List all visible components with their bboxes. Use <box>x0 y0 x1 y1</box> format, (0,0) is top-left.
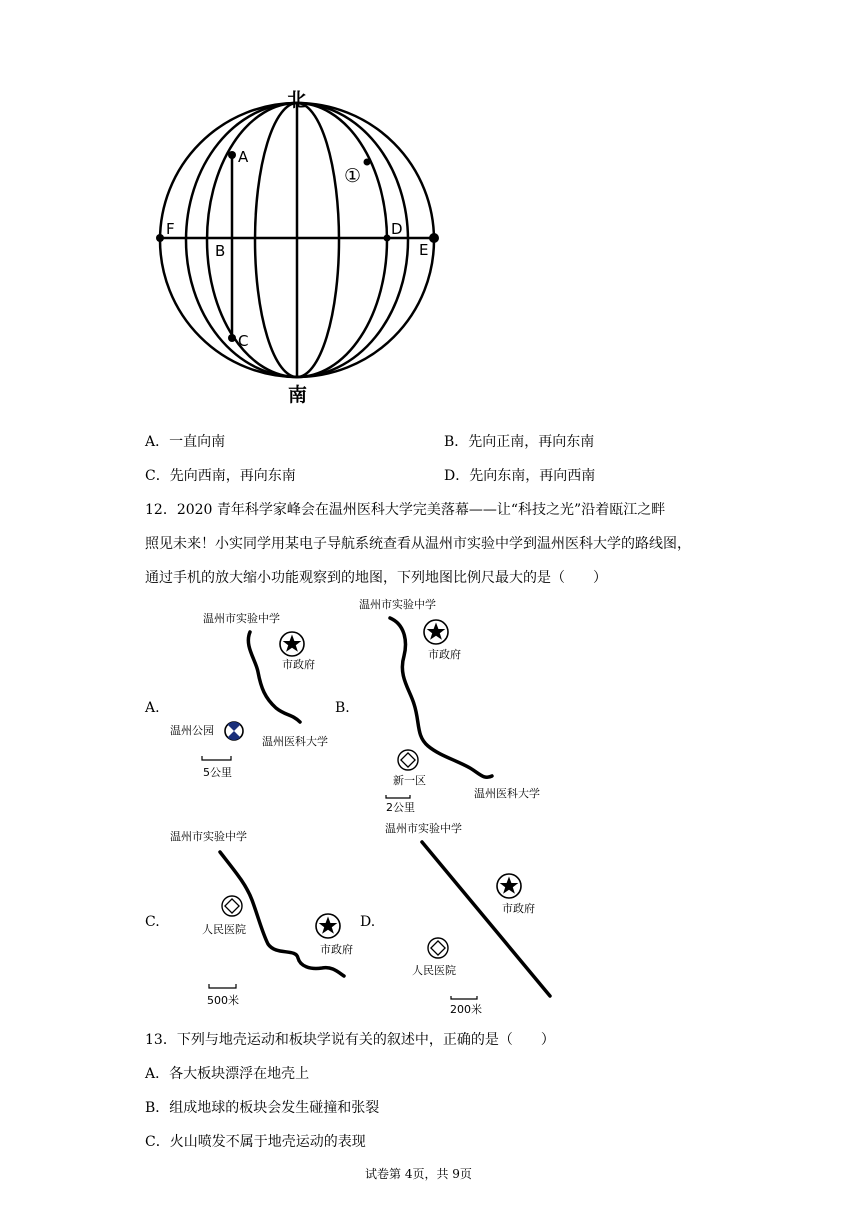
map-d-hospital-label: 人民医院 <box>412 964 456 977</box>
point-a-dot <box>228 151 236 159</box>
map-c-gov-icon <box>316 914 340 938</box>
map-b-gov-icon <box>424 620 448 644</box>
point-f-label: F <box>166 220 175 238</box>
q11-option-b: B．先向正南，再向东南 <box>444 434 595 450</box>
marker-1-label: ① <box>344 165 362 187</box>
point-a-label: A <box>238 148 249 166</box>
point-e-dot <box>429 233 439 243</box>
map-a <box>170 611 328 779</box>
map-d-hospital-icon <box>428 938 448 958</box>
map-a-scale-label: 5公里 <box>203 766 232 779</box>
q13-option-b: B．组成地球的板块会发生碰撞和张裂 <box>145 1100 380 1116</box>
north-label: 北 <box>287 89 307 111</box>
marker-1-dot <box>364 159 371 166</box>
map-c <box>170 829 353 1007</box>
map-c-scale-bar <box>209 984 236 988</box>
map-d <box>385 821 550 1016</box>
globe-diagram <box>150 85 450 410</box>
q12-line-1: 12．2020 青年科学家峰会在温州医科大学完美落幕——让“科技之光”沿着瓯江之畔 <box>145 502 666 518</box>
q13-option-c: C．火山喷发不属于地壳运动的表现 <box>145 1134 366 1150</box>
map-a-park-label: 温州公园 <box>170 724 214 737</box>
q11-option-a: A．一直向南 <box>145 434 226 450</box>
page-footer: 试卷第 4页，共 9页 <box>365 1167 472 1181</box>
q12-line-2: 照见未来！小实同学用某电子导航系统查看从温州市实验中学到温州医科大学的路线图， <box>145 536 691 552</box>
point-c-label: C <box>238 332 249 350</box>
point-c-dot <box>228 334 236 342</box>
q13-stem: 13．下列与地壳运动和板块学说有关的叙述中，正确的是（ ） <box>145 1032 555 1048</box>
point-e-label: E <box>419 241 429 259</box>
map-d-scale-bar <box>451 996 477 999</box>
map-b-scale-label: 2公里 <box>386 801 415 814</box>
point-d-label: D <box>391 220 403 238</box>
map-a-letter: A. <box>145 700 160 716</box>
map-a-start-label: 温州市实验中学 <box>203 612 280 625</box>
map-b-district-label: 新一区 <box>393 774 426 787</box>
q11-option-d: D．先向东南，再向西南 <box>444 468 596 484</box>
map-c-letter: C. <box>145 914 160 930</box>
q11-option-c: C．先向西南，再向东南 <box>145 468 296 484</box>
map-a-gov-label: 市政府 <box>282 658 315 671</box>
q12-line-3: 通过手机的放大缩小功能观察到的地图，下列地图比例尺最大的是（ ） <box>145 570 607 586</box>
map-d-gov-label: 市政府 <box>502 902 535 915</box>
point-f-dot <box>156 234 164 242</box>
map-a-end-label: 温州医科大学 <box>262 735 328 748</box>
map-b-letter: B. <box>335 700 350 716</box>
map-b-district-icon <box>398 750 418 770</box>
map-a-gov-icon <box>280 632 304 656</box>
map-b-scale-bar <box>386 795 410 798</box>
map-d-letter: D. <box>360 914 376 930</box>
south-label: 南 <box>288 384 308 406</box>
route-maps <box>160 590 580 1020</box>
map-c-gov-label: 市政府 <box>320 943 353 956</box>
map-b-gov-label: 市政府 <box>428 648 461 661</box>
q13-option-a: A．各大板块漂浮在地壳上 <box>145 1066 310 1082</box>
point-b-label: B <box>215 242 226 260</box>
map-b <box>359 597 540 814</box>
map-c-hospital-icon <box>222 896 242 916</box>
map-d-scale-label: 200米 <box>450 1003 482 1016</box>
map-c-hospital-label: 人民医院 <box>202 923 246 936</box>
map-c-start-label: 温州市实验中学 <box>170 830 247 843</box>
map-c-scale-label: 500米 <box>207 994 239 1007</box>
map-a-park-icon <box>225 722 243 740</box>
map-b-end-label: 温州医科大学 <box>474 787 540 800</box>
map-d-gov-icon <box>497 874 521 898</box>
map-b-start-label: 温州市实验中学 <box>359 598 436 611</box>
point-d-dot <box>384 235 391 242</box>
map-a-scale-bar <box>202 756 231 760</box>
map-d-start-label: 温州市实验中学 <box>385 822 462 835</box>
